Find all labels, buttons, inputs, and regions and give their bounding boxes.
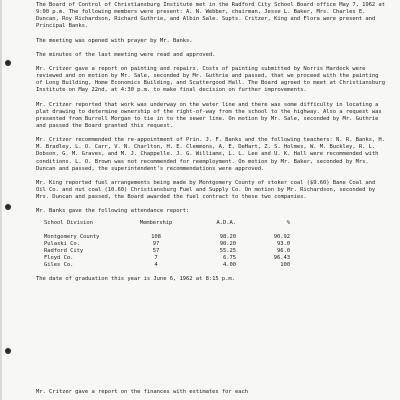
table-row (44, 248, 290, 255)
cell-percent: 93.0 (276, 240, 290, 247)
paragraph-attendance-intro: Mr. Banks gave the following attendance report: (36, 208, 190, 215)
cell-percent: 96.0 (276, 247, 290, 254)
cell-membership: 7 (154, 254, 158, 261)
punch-hole (5, 204, 11, 210)
cell-membership: 97 (152, 240, 160, 247)
paragraph-reappointment: Mr. Critzer recommended the re-appointment of Prin. J. F. Banks and the following teachers: N. R. Banks, H. M. Bradley, L. O. Carr, V. N. Charlton, H. E. Clemmons, A. E. DeHart, Z. S. Holmes, W. M. Buckley, R. L. Dobson, G. M. Graves, and M. J. Chappelle. J. G. Williams, L. L. Lee and U. K. Hall were recommended with conditions. L. O. Brown was not recommended for reemployment. On motion by Mr. Baker, seconded by Mrs. Duncan and passed, the superintendent's recommendations were approved. (36, 137, 385, 172)
cell-ada: 6.75 (222, 254, 236, 261)
column-header: Membership (139, 220, 173, 227)
cell-ada: 55.25 (219, 247, 236, 254)
cell-division: Montgomery County (44, 233, 100, 240)
cell-percent: 90.92 (273, 233, 290, 240)
paragraph-prayer: The meeting was opened with prayer by Mr. Banks. (36, 37, 193, 44)
cutoff-line: Mr. Critzer gave a report on the finances with estimates for each (36, 389, 248, 395)
attendance-header-row (44, 220, 290, 233)
cutoff-line-wrapper (36, 389, 386, 400)
paragraph-fuel: Mr. King reported fuel arrangements being made by Montgomery County of stoker coal ($9.60) Bane Coal and Oil Co. and nut coal (10.60) Christiansburg Fuel and Supply Co. On motion by Mr. Richardson, seconded by Mrs. Duncan and passed, the Board awarded the fuel contract to these two companies. (36, 179, 376, 201)
paragraph-graduation: The date of graduation this year is June 6, 1962 at 8:15 p.m. (36, 276, 235, 283)
table-row (44, 234, 290, 241)
attendance-table (44, 220, 290, 269)
paragraph-attendance-roll: The Board of Control of Christiansburg Institute met in the Radford City School Board office May 7, 1962 at 9:00 p.m. The following members were present: A. N. Webber, chairman, Jesse L. Baker, Mrs. Charles E. Duncan, Roy Richardson, Richard Guthrie, and Albin Sale. Supts. Critzer, King and Flora were present and Principal Banks. (36, 2, 385, 30)
cell-percent: 100 (280, 261, 290, 268)
cell-ada: 90.20 (219, 240, 236, 247)
cell-division: Pulaski Co. (44, 240, 80, 247)
column-header: % (286, 220, 290, 227)
cell-ada: 4.00 (222, 261, 236, 268)
cell-membership: 57 (152, 247, 160, 254)
cell-percent: 96.43 (273, 254, 290, 261)
cell-membership: 108 (151, 233, 161, 240)
punch-hole (5, 60, 11, 66)
paragraph-painting: Mr. Critzer gave a report on painting and repairs. Costs of painting submitted by Norris Hardock were reviewed and on motion by Mr. Sale, seconded by Mr. Guthrie and passed, that we proceed with the painting of Long Building, Home Economics Building, and Scattergood Hall. The Board agreed to meet at Christiansburg Institute on May 22nd, at 4:30 p.m. to make final decision on further improvements. (36, 66, 385, 94)
minutes-text (36, 2, 386, 290)
cell-ada: 98.20 (219, 233, 236, 240)
cell-division: Giles Co. (44, 261, 74, 268)
table-row (44, 262, 290, 269)
punch-hole (5, 348, 11, 354)
cell-division: Floyd Co. (44, 254, 74, 261)
table-row (44, 255, 290, 262)
cell-division: Radford City (44, 247, 84, 254)
column-header: School Division (44, 220, 93, 227)
paragraph-water-line: Mr. Critzer reported that work was underway on the water line and there was some difficulty in locating a plat drawing to determine ownership of the right-of-way from the school to the highway. Also a request was presented from Burrell Morgan to tie in to the sewer line. On motion by Mr. Sale, seconded by Mr. Guthrie and passed the Board granted this request. (36, 101, 382, 129)
paragraph-minutes: The minutes of the last meeting were read and approved. (36, 51, 216, 58)
table-row (44, 241, 290, 248)
cell-membership: 4 (154, 261, 158, 268)
column-header: A.D.A. (216, 220, 236, 227)
